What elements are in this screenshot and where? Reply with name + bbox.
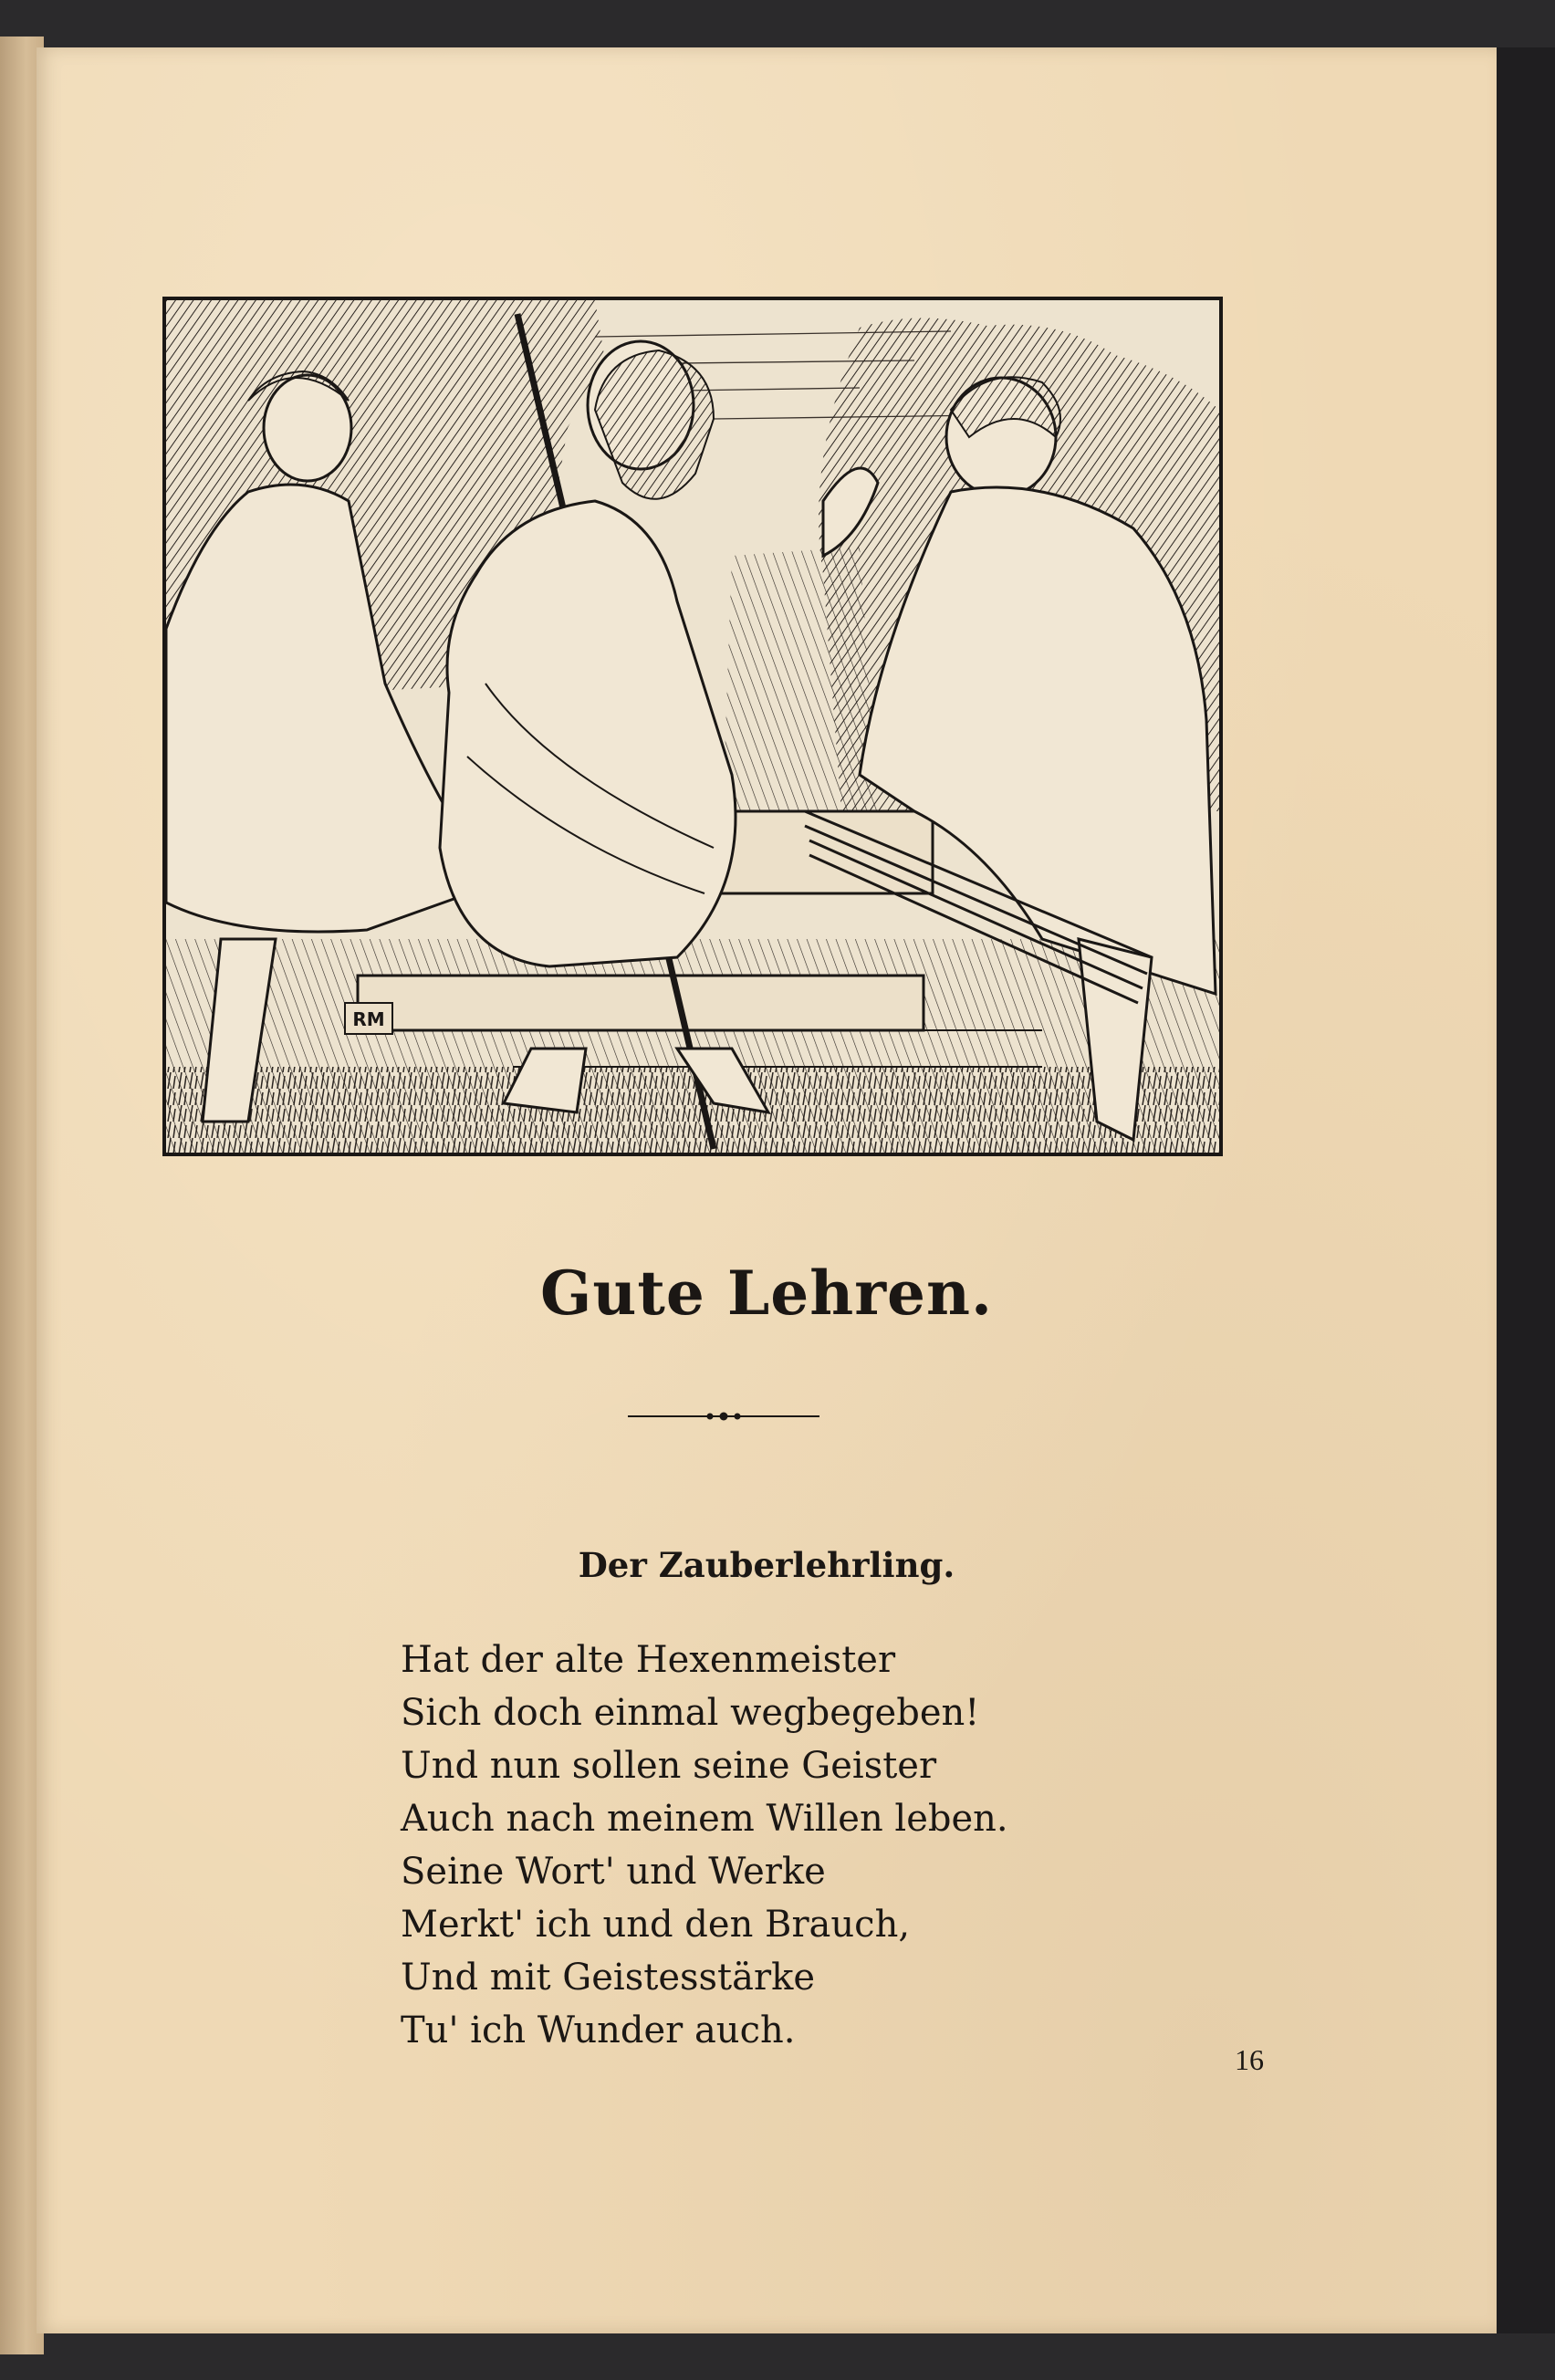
poem-line: Sich doch einmal wegbegeben! <box>401 1692 980 1734</box>
page-number: 16 <box>1235 2043 1264 2076</box>
poem-line: Und mit Geistesstärke <box>401 1957 816 1999</box>
book-page <box>37 47 1497 2333</box>
poem-line: Hat der alte Hexenmeister <box>401 1639 896 1681</box>
woodcut-illustration <box>162 297 1223 1156</box>
illustration-monogram: RM <box>352 1008 385 1030</box>
poem-line: Auch nach meinem Willen leben. <box>401 1798 1008 1840</box>
poem-title: Der Zauberlehrling. <box>578 1545 955 1585</box>
poem-line: Tu' ich Wunder auch. <box>401 2009 796 2051</box>
poem-stanza <box>401 1634 1008 2057</box>
poem-line: Und nun sollen seine Geister <box>401 1745 937 1787</box>
page-title: Gute Lehren. <box>540 1258 993 1329</box>
ornament-divider-icon <box>628 1410 819 1423</box>
poem-line: Seine Wort' und Werke <box>401 1851 826 1893</box>
poem-line: Merkt' ich und den Brauch, <box>401 1904 911 1946</box>
book-cover-edge <box>1497 47 1555 2333</box>
